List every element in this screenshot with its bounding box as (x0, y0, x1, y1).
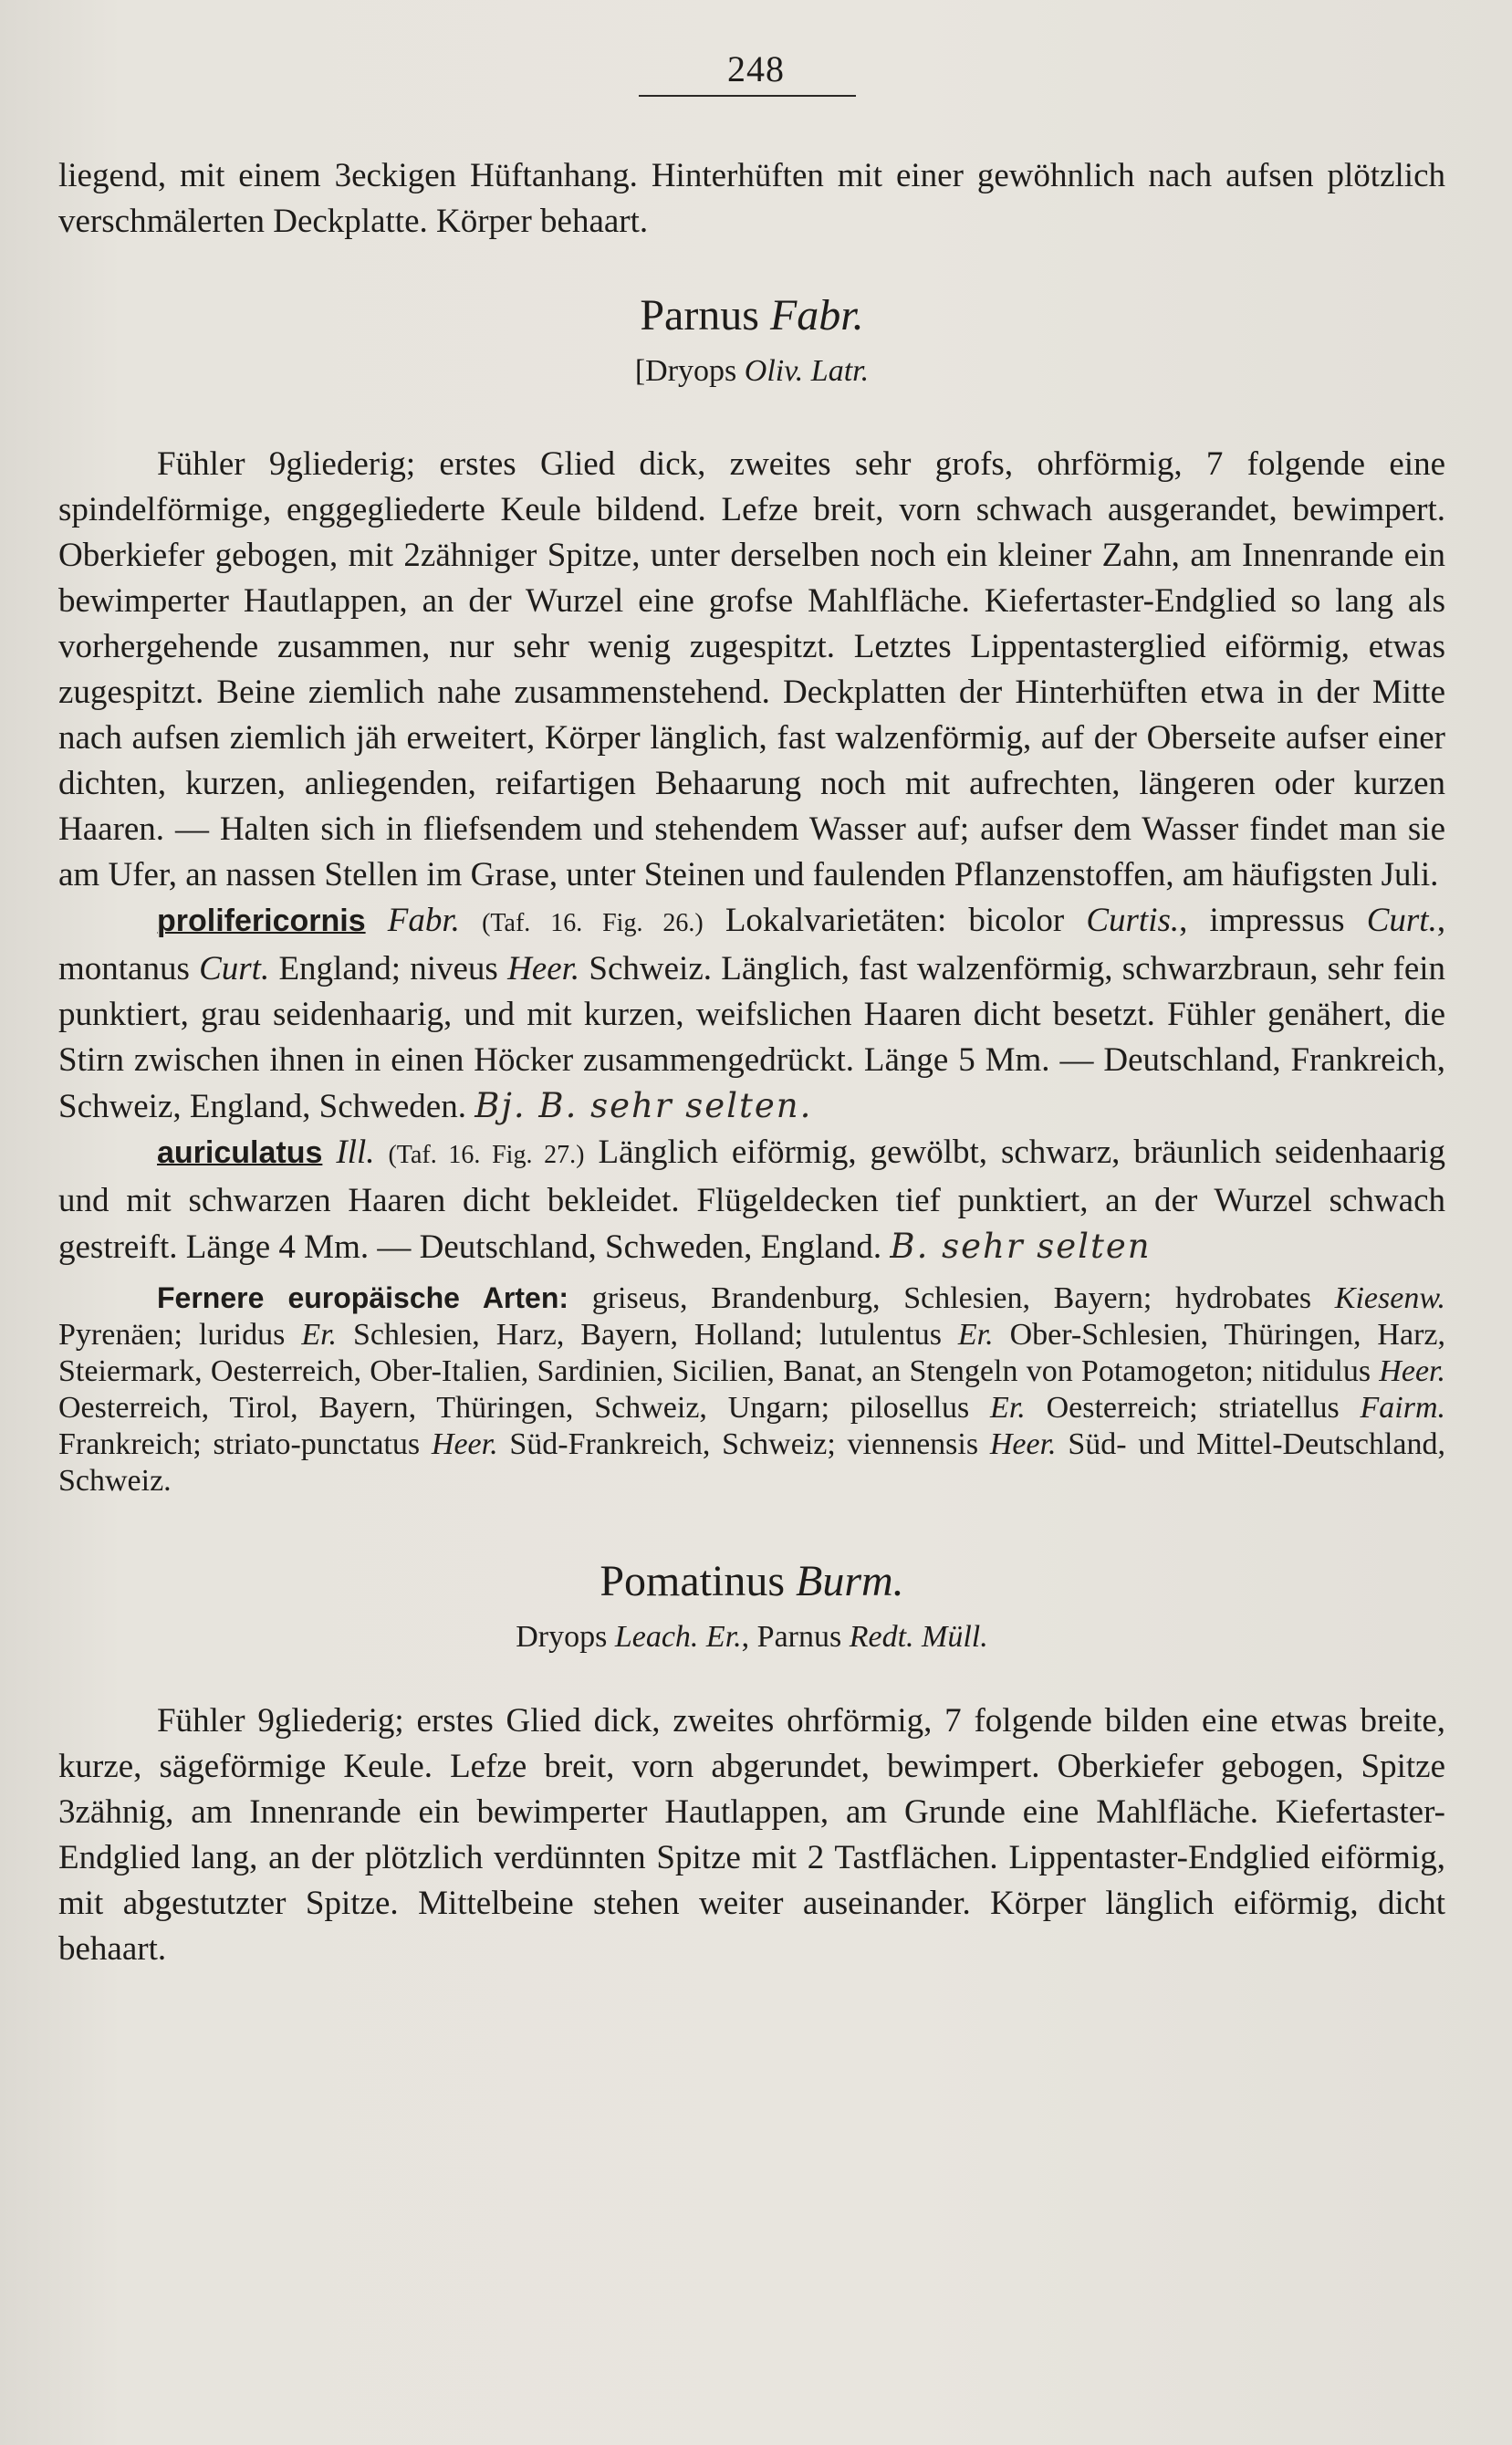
species-entry-prolifericornis (58, 898, 1445, 1130)
species-author: Fabr. (387, 902, 460, 939)
species-author: Curt. (1366, 902, 1437, 939)
genus-author: Burm. (796, 1557, 904, 1605)
genus-name: Parnus (640, 291, 759, 340)
synonym-authors: Leach. Er. (614, 1620, 742, 1654)
synonym-text: , Parnus (741, 1620, 842, 1654)
species-text: Schweiz. Länglich, fast walzenförmig, schwarzbraun, sehr fein punktiert, grau seidenhaarig, und mit kurzen, weifslichen Haaren dicht besetzt. Fühler genähert, die Stirn zwischen ihnen in einen Höcker zusammengedrückt. Länge 5 Mm. — Deutschland, Frankreich, Schweiz, England, Schweden. (58, 950, 1446, 1125)
handwritten-note: B. sehr selten (890, 1227, 1152, 1266)
species-list-text: Süd- und Mittel-Deutschland, Schweiz. (58, 1427, 1445, 1498)
species-text: , impressus (1179, 902, 1345, 939)
species-list-text: Oesterreich, Tirol, Bayern, Thüringen, Schweiz, Ungarn; pilosellus (58, 1391, 991, 1425)
species-author: Curt. (199, 950, 270, 987)
species-list-text: griseus, Brandenburg, Schlesien, Bayern; hydrobates (591, 1281, 1335, 1315)
species-list-text: Oesterreich; striatellus (1025, 1391, 1361, 1425)
page-number: 248 (727, 48, 785, 89)
species-entry-auriculatus (58, 1130, 1445, 1270)
species-name: auriculatus (157, 1135, 323, 1170)
species-text: Lokalvarietäten: bicolor (725, 902, 1065, 939)
synonym-authors: Redt. Müll. (849, 1620, 988, 1654)
species-name: prolifericornis (157, 904, 366, 938)
further-species-heading: Fernere europäische Arten: (157, 1281, 569, 1314)
genus-heading-parnus (58, 288, 1445, 343)
species-text: Länglich eiförmig, gewölbt, schwarz, bräunlich seidenhaarig und mit schwarzen Haaren dicht bekleidet. Flügeldecken tief punktiert, an der Wurzel schwach gestreift. Länge 4 Mm. — Deutschland, Schweden, England. (58, 1134, 1446, 1266)
species-list-text: Schlesien, Harz, Bayern, Holland; lutulentus (337, 1318, 958, 1352)
species-author: Er. (301, 1318, 338, 1352)
plate-reference: (Taf. 16. Fig. 26.) (482, 909, 704, 937)
genus-name: Pomatinus (600, 1557, 785, 1605)
synonym-authors: Oliv. Latr. (744, 354, 870, 388)
species-author: Heer. (431, 1427, 498, 1461)
species-author: Er. (990, 1391, 1026, 1425)
further-species-paragraph (58, 1280, 1445, 1499)
synonym-text: Dryops (516, 1620, 608, 1654)
species-author: Fairm. (1360, 1391, 1445, 1425)
genus-synonym (58, 1616, 1445, 1658)
species-author: Ill. (336, 1134, 375, 1171)
species-list-text: Ober-Schlesien, Thüringen, Harz, Steiermark, Oesterreich, Ober-Italien, Sardinien, Sicilien, Banat, an Stengeln von Potamogeton; nitidulus (58, 1318, 1445, 1388)
plate-reference: (Taf. 16. Fig. 27.) (388, 1141, 585, 1169)
species-text: , montanus (58, 902, 1446, 987)
handwritten-note: Bj. B. sehr selten. (474, 1086, 813, 1125)
species-author: Heer. (507, 950, 580, 987)
synonym-prefix: [Dryops (634, 354, 737, 388)
genus-author: Fabr. (769, 291, 864, 340)
species-list-text: Frankreich; striato-punctatus (58, 1427, 432, 1461)
species-author: Curtis. (1086, 902, 1180, 939)
species-author: Heer. (989, 1427, 1057, 1461)
species-author: Heer. (1379, 1354, 1445, 1388)
page-content (58, 153, 1445, 1972)
genus-heading-pomatinus (58, 1554, 1445, 1609)
genus-description-parnus: Fühler 9gliederig; erstes Glied dick, zweites sehr grofs, ohrförmig, 7 folgende eine spindelförmige, enggegliederte Keule bildend. Lefze breit, vorn schwach ausgerandet, bewimpert. Oberkiefer gebogen, mit 2zähniger Spitze, unter derselben noch ein kleiner Zahn, am Innenrande ein bewimperter Hautlappen, an der Wurzel eine grofse Mahlfläche. Kiefertaster-Endglied so lang als vorhergehende zusammen, nur sehr wenig zugespitzt. Letztes Lippentasterglied eiförmig, etwas zugespitzt. Beine ziemlich nahe zusammenstehend. Deckplatten der Hinterhüften etwa in der Mitte nach aufsen ziemlich jäh erweitert, Körper länglich, fast walzenförmig, auf der Oberseite aufser einer dichten, kurzen, anliegenden, reifartigen Behaarung noch mit aufrechten, längeren oder kurzen Haaren. — Halten sich in fliefsendem und stehendem Wasser auf; aufser dem Wasser findet man sie am Ufer, an nassen Stellen im Grase, unter Steinen und faulenden Pflanzenstoffen, am häufigsten Juli. (58, 445, 1445, 893)
species-list-text: Süd-Frankreich, Schweiz; viennensis (497, 1427, 990, 1461)
species-text: England; niveus (278, 950, 498, 987)
species-author: Kiesenw. (1334, 1281, 1445, 1315)
genus-description-pomatinus: Fühler 9gliederig; erstes Glied dick, zweites ohrförmig, 7 folgende bilden eine etwas breite, kurze, sägeförmige Keule. Lefze breit, vorn abgerundet, bewimpert. Oberkiefer gebogen, Spitze 3zähnig, am Innenrande ein bewimperter Hautlappen, am Grunde eine Mahlfläche. Kiefertaster-Endglied lang, an der plötzlich verdünnten Spitze mit 2 Tastflächen. Lippentaster-Endglied eiförmig, mit abgestutzter Spitze. Mittelbeine stehen weiter auseinander. Körper länglich eiförmig, dicht behaart. (58, 1702, 1445, 1968)
species-author: Er. (957, 1318, 994, 1352)
page-number-rule (639, 95, 856, 97)
species-list-text: Pyrenäen; luridus (58, 1318, 302, 1352)
opening-paragraph: liegend, mit einem 3eckigen Hüftanhang. Hinterhüften mit einer gewöhnlich nach aufsen plötzlich verschmälerten Deckplatte. Körper behaart. (58, 157, 1445, 240)
genus-synonym (58, 350, 1445, 392)
